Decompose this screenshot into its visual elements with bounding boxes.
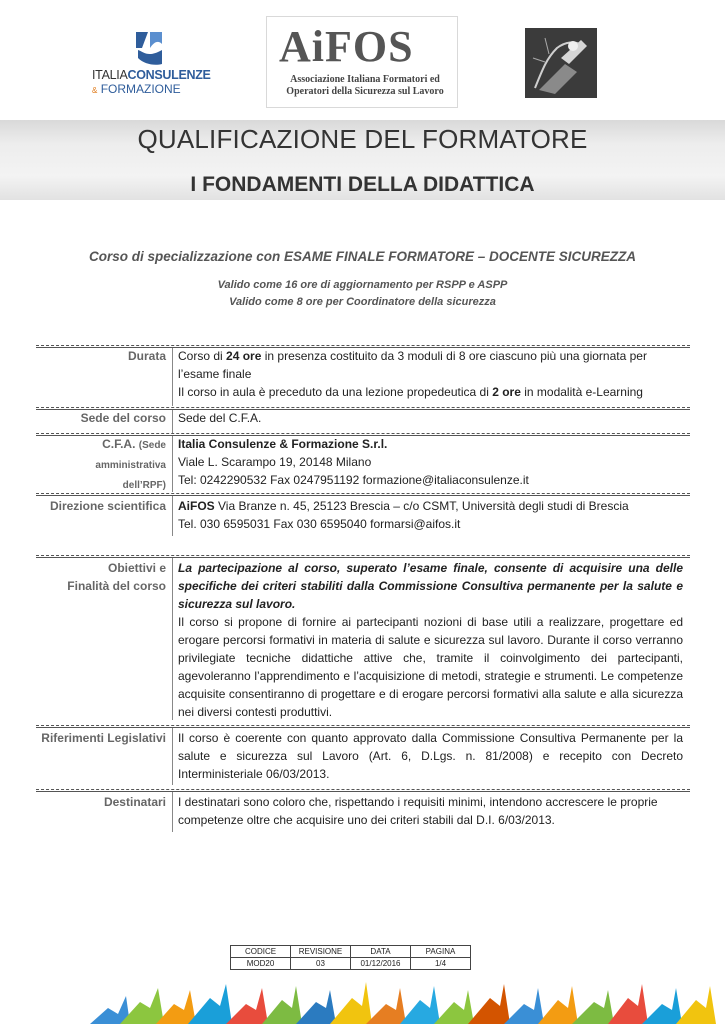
italia-consulenze-mark-icon — [132, 30, 166, 66]
course-heading: Corso di specializzazione con ESAME FINALE FORMATORE – DOCENTE SICUREZZA — [88, 249, 637, 264]
document-control-table — [230, 945, 471, 970]
direzione-value: AiFOS Via Branze n. 45, 25123 Brescia – c/o CSMT, Università degli studi di Brescia Tel. 030 6595031 Fax 030 6595040 formarsi@aifos.it — [178, 499, 629, 531]
row-divider — [36, 345, 690, 346]
row-divider — [36, 555, 690, 556]
column-divider — [172, 728, 173, 785]
column-divider — [172, 496, 173, 536]
aifos-logo-subtitle: Associazione Italiana Formatori ed Operatori della Sicurezza sul Lavoro — [286, 74, 444, 97]
validity-line-1: Valido come 16 ore di aggiornamento per RSPP e ASPP — [217, 279, 508, 291]
logo-left-line1: ITALIACONSULENZE — [92, 68, 211, 82]
destinatari-label: Destinatari — [103, 795, 166, 809]
table-row — [231, 946, 471, 958]
italia-consulenze-logo — [92, 30, 222, 94]
durata-label: Durata — [127, 349, 166, 363]
obiettivi-label: Obiettivi e Finalità del corso — [67, 561, 166, 593]
column-divider — [172, 436, 173, 492]
riferimenti-label: Riferimenti Legislativi — [41, 731, 166, 745]
validity-line-2: Valido come 8 ore per Coordinatore della sicurezza — [229, 296, 496, 308]
cfa-value: Italia Consulenze & Formazione S.r.l. Viale L. Scarampo 19, 20148 Milano Tel: 0242290532 Fax 0247951192 formazione@italiaconsulenze.it — [178, 437, 529, 487]
row-divider — [36, 789, 690, 790]
table-header-cell: REVISIONE — [291, 946, 351, 958]
obiettivi-value: La partecipazione al corso, superato l’esame finale, consente di acquisire una delle specifiche dei criteri stabiliti dalla Commissione Consultiva permanente per la salute e sicurezza sul lavoro. Il corso si propone di fornire ai partecipanti nozioni di base utili a realizzare, progettare ed erogare percorsi formativi in materia di salute e sicurezza sul lavoro. Durante il corso verranno privilegiate tecniche didattiche attive che, tramite il coinvolgimento dei partecipanti, agevoleranno l’apprendimento e l’acquisizione di metodi, strategie e strumenti. Le competenze acquisite consentiranno di progettare e di erogare percorsi formativi alla salute e alla sicurezza nei diversi contesti produttivi. — [178, 561, 683, 719]
column-divider — [172, 348, 173, 406]
table-cell: 03 — [291, 958, 351, 970]
table-cell: 1/4 — [411, 958, 471, 970]
page-title: QUALIFICAZIONE DEL FORMATORE — [137, 124, 588, 154]
sede-label: Sede del corso — [80, 411, 166, 425]
row-divider — [36, 725, 690, 726]
table-header-cell: DATA — [351, 946, 411, 958]
row-divider — [36, 407, 690, 408]
table-cell: 01/12/2016 — [351, 958, 411, 970]
table-row — [231, 958, 471, 970]
direzione-label: Direzione scientifica — [49, 499, 166, 513]
chalkboard-drawing-icon — [525, 28, 597, 98]
page-subtitle: I FONDAMENTI DELLA DIDATTICA — [190, 173, 535, 196]
destinatari-value: I destinatari sono coloro che, rispettando i requisiti minimi, intendono accrescere le proprie competenze oltre che acquisire uno dei criteri stabili dal D.I. 6/03/2013. — [178, 795, 658, 827]
aifos-logo — [266, 16, 458, 108]
table-header-cell: CODICE — [231, 946, 291, 958]
header-logos — [0, 0, 725, 115]
riferimenti-value: Il corso è coerente con quanto approvato dalla Commissione Consultiva Permanente per la salute e sicurezza sul Lavoro (Art. 6, D.Lgs. n. 81/2008) e recepito con Decreto Interministeriale 06/03/2013. — [178, 731, 683, 781]
column-divider — [172, 792, 173, 832]
cfa-label: C.F.A. (Sede amministrativa dell’RPF) — [95, 437, 166, 491]
column-divider — [172, 410, 173, 433]
table-cell: MOD20 — [231, 958, 291, 970]
table-header-cell: PAGINA — [411, 946, 471, 958]
decorative-arrows-icon — [90, 978, 725, 1024]
durata-value: Corso di 24 ore in presenza costituito da 3 moduli di 8 ore ciascuno più una giornata per l’esame finale Il corso in aula è preceduto da una lezione propedeutica di 2 ore in modalità e-Learning — [178, 349, 647, 399]
column-divider — [172, 558, 173, 720]
aifos-logo-name: AiFOS — [279, 22, 414, 71]
row-divider — [36, 493, 690, 494]
logo-left-line2: & FORMAZIONE — [92, 82, 181, 96]
chalkboard-photo — [525, 28, 597, 98]
sede-value: Sede del C.F.A. — [178, 411, 262, 425]
row-divider — [36, 433, 690, 434]
